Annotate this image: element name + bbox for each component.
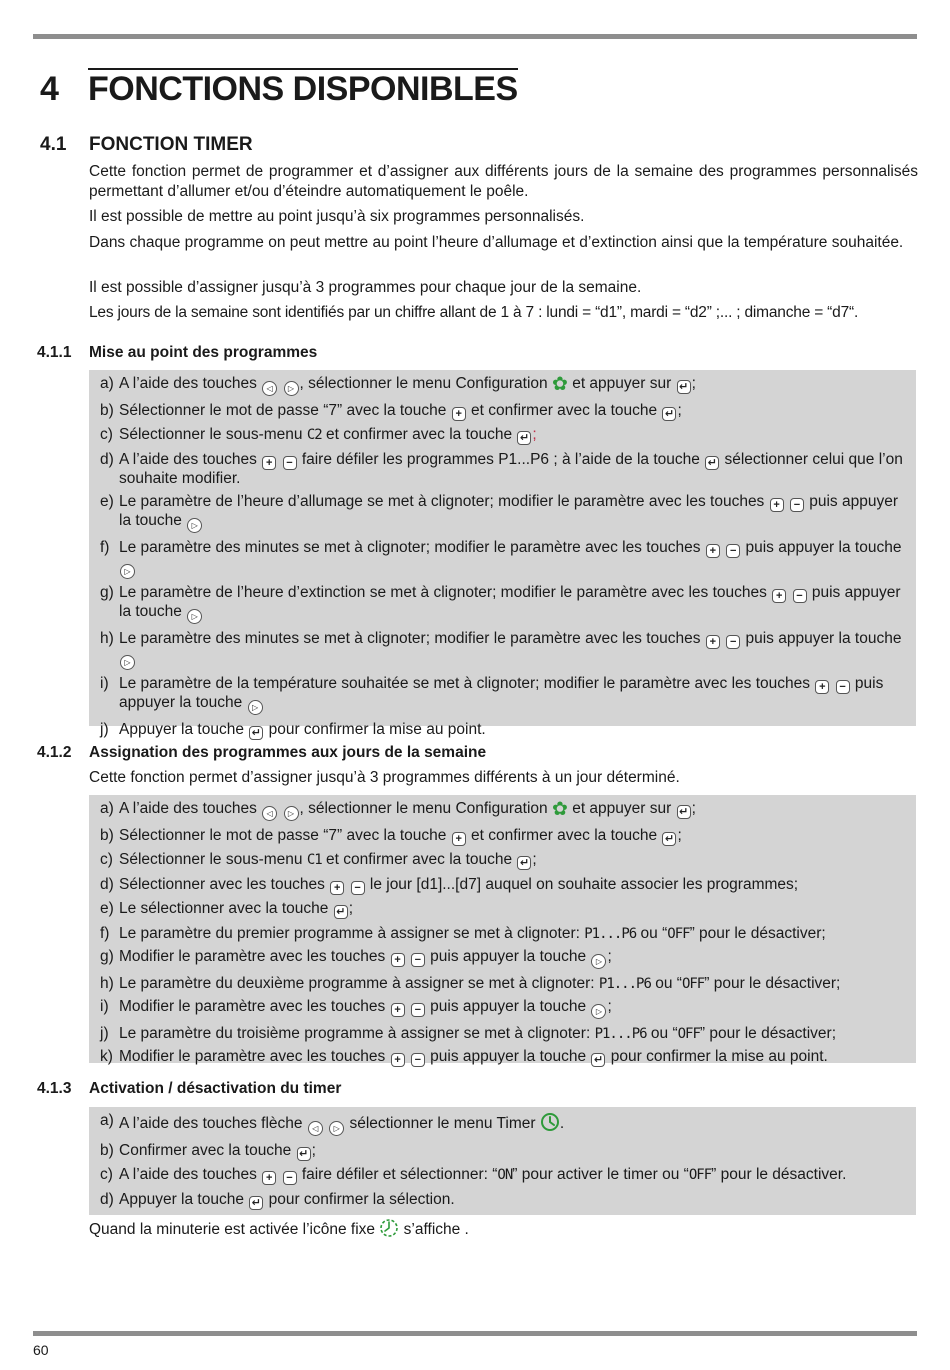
timer-footer-note: Quand la minuterie est activée l’icône fixe s’affiche . — [89, 1218, 918, 1240]
subsection-number: 4.1.1 — [37, 344, 72, 361]
step-j: j) Le paramètre du troisième programme à assigner se met à clignoter: P1...P6 ou “OFF” pour le désactiver; — [100, 1024, 837, 1042]
step-c: c) Sélectionner le sous-menu C1 et confirmer avec la touche ↵ ; — [100, 851, 537, 869]
step-i: i) Le paramètre de la température souhaitée se met à clignoter; modifier le paramètre avec les touches + − puis appuyer la touche ▷ — [100, 675, 908, 715]
section-number: 4.1 — [40, 134, 67, 155]
minus-key-icon: − — [726, 635, 740, 649]
page-number: 60 — [33, 1342, 49, 1358]
intro-paragraph-5: Les jours de la semaine sont identifiés par un chiffre allant de 1 à 7 : lundi = “d1”, mardi = “d2” ;... ; dimanche = “d7“. — [89, 304, 859, 321]
subsection-number: 4.1.2 — [37, 744, 72, 761]
right-arrow-icon: ▷ — [591, 1004, 606, 1019]
timer-fixed-icon — [379, 1218, 399, 1238]
step-a: a) A l’aide des touches ◁ ▷ , sélectionner le menu Configuration ✿ et appuyer sur ↵ ; — [100, 799, 696, 820]
gear-icon: ✿ — [551, 374, 568, 395]
step-k: k) Modifier le paramètre avec les touches + − puis appuyer la touche ↵ pour confirmer la mise au point. — [100, 1048, 828, 1066]
right-arrow-icon: ▷ — [284, 806, 299, 821]
enter-key-icon: ↵ — [297, 1147, 311, 1161]
plus-key-icon: + — [452, 407, 466, 421]
subsection-intro: Cette fonction permet d’assigner jusqu’à 3 programmes différents à un jour déterminé. — [89, 769, 680, 786]
right-arrow-icon: ▷ — [248, 700, 263, 715]
step-h: h) Le paramètre du deuxième programme à assigner se met à clignoter: P1...P6 ou “OFF” pour le désactiver; — [100, 974, 841, 992]
submenu-code: C2 — [306, 427, 322, 443]
intro-paragraph-1: Cette fonction permet de programmer et d’assigner aux différents jours de la semaine des programmes personnalisés permettant d’allumer et/ou d’éteindre automatiquement le poêle. — [89, 163, 918, 200]
plus-key-icon: + — [706, 544, 720, 558]
step-a: a) A l’aide des touches ◁ ▷ , sélectionner le menu Configuration ✿ et appuyer sur ↵ ; — [100, 374, 696, 395]
left-arrow-icon: ◁ — [262, 806, 277, 821]
enter-key-icon: ↵ — [334, 905, 348, 919]
enter-key-icon: ↵ — [705, 456, 719, 470]
plus-key-icon: + — [391, 953, 405, 967]
on-code: ON — [497, 1167, 513, 1183]
enter-key-icon: ↵ — [517, 431, 531, 445]
enter-key-icon: ↵ — [591, 1053, 605, 1067]
plus-key-icon: + — [815, 680, 829, 694]
enter-key-icon: ↵ — [662, 832, 676, 846]
right-arrow-icon: ▷ — [591, 954, 606, 969]
right-arrow-icon: ▷ — [284, 381, 299, 396]
submenu-code: C1 — [306, 852, 322, 868]
enter-key-icon: ↵ — [517, 856, 531, 870]
top-rule — [33, 34, 917, 39]
bottom-rule — [33, 1331, 917, 1336]
steps-box-assignment — [89, 795, 916, 1066]
right-arrow-icon: ▷ — [120, 655, 135, 670]
intro-paragraph-4: Il est possible d’assigner jusqu’à 3 programmes pour chaque jour de la semaine. — [89, 279, 642, 296]
minus-key-icon: − — [411, 1003, 425, 1017]
step-c: c) A l’aide des touches + − faire défiler et sélectionner: “ON” pour activer le timer ou “OFF” pour le désactiver. — [100, 1166, 847, 1184]
subsection-title: Assignation des programmes aux jours de la semaine — [89, 744, 487, 761]
subsection-number: 4.1.3 — [37, 1080, 72, 1097]
enter-key-icon: ↵ — [677, 805, 691, 819]
plus-key-icon: + — [706, 635, 720, 649]
subsection-title: Mise au point des programmes — [89, 344, 318, 361]
step-d: d) Appuyer la touche ↵ pour confirmer la sélection. — [100, 1190, 455, 1209]
minus-key-icon: − — [790, 498, 804, 512]
step-c: c) Sélectionner le sous-menu C2 et confirmer avec la touche ↵ ; — [100, 426, 537, 444]
step-b: b) Sélectionner le mot de passe “7” avec la touche + et confirmer avec la touche ↵ ; — [100, 401, 682, 420]
minus-key-icon: − — [836, 680, 850, 694]
minus-key-icon: − — [351, 881, 365, 895]
section-title: FONCTION TIMER — [89, 134, 253, 155]
plus-key-icon: + — [391, 1053, 405, 1067]
intro-paragraph-3: Dans chaque programme on peut mettre au point l’heure d’allumage et d’extinction ainsi que la température souhaitée. — [89, 234, 904, 251]
step-h: h) Le paramètre des minutes se met à clignoter; modifier le paramètre avec les touches + − puis appuyer la touche ▷ — [100, 630, 908, 670]
step-d: d) Sélectionner avec les touches + − le jour [d1]...[d7] auquel on souhaite associer les programmes; — [100, 875, 799, 894]
chapter-title: FONCTIONS DISPONIBLES — [88, 70, 518, 108]
minus-key-icon: − — [411, 953, 425, 967]
subsection-heading-412 — [37, 744, 486, 762]
subsection-title: Activation / désactivation du timer — [89, 1080, 342, 1097]
clock-icon — [540, 1112, 560, 1132]
section-heading — [40, 134, 253, 156]
step-b: b) Confirmer avec la touche ↵ ; — [100, 1141, 316, 1160]
right-arrow-icon: ▷ — [187, 518, 202, 533]
minus-key-icon: − — [283, 456, 297, 470]
subsection-heading-413 — [37, 1080, 341, 1098]
step-g: g) Le paramètre de l’heure d’extinction se met à clignoter; modifier le paramètre avec les touches + − puis appuyer la touche ▷ — [100, 584, 908, 624]
enter-key-icon: ↵ — [662, 407, 676, 421]
chapter-number: 4 — [40, 70, 59, 108]
steps-box-programming — [89, 370, 916, 739]
chapter-heading — [40, 70, 518, 109]
right-arrow-icon: ▷ — [187, 609, 202, 624]
left-arrow-icon: ◁ — [262, 381, 277, 396]
program-range-code: P1...P6 — [584, 925, 637, 942]
plus-key-icon: + — [330, 881, 344, 895]
program-range-code: P1...P6 — [594, 1025, 647, 1042]
plus-key-icon: + — [772, 589, 786, 603]
step-b: b) Sélectionner le mot de passe “7” avec la touche + et confirmer avec la touche ↵ ; — [100, 826, 682, 845]
steps-box-activation — [89, 1107, 916, 1215]
plus-key-icon: + — [262, 1171, 276, 1185]
right-arrow-icon: ▷ — [120, 564, 135, 579]
gear-icon: ✿ — [551, 799, 568, 820]
step-g: g) Modifier le paramètre avec les touches + − puis appuyer la touche ▷ ; — [100, 948, 908, 969]
minus-key-icon: − — [411, 1053, 425, 1067]
minus-key-icon: − — [726, 544, 740, 558]
off-code: OFF — [667, 925, 690, 942]
step-f: f) Le paramètre des minutes se met à clignoter; modifier le paramètre avec les touches + − puis appuyer la touche ▷ — [100, 539, 908, 579]
step-i: i) Modifier le paramètre avec les touches + − puis appuyer la touche ▷ ; — [100, 998, 908, 1019]
plus-key-icon: + — [391, 1003, 405, 1017]
step-d: d) A l’aide des touches + − faire défiler les programmes P1...P6 ; à l’aide de la touche ↵ sélectionner celui que l’on souhaite modifier. — [100, 450, 903, 487]
step-j: j) Appuyer la touche ↵ pour confirmer la mise au point. — [100, 720, 486, 739]
enter-key-icon: ↵ — [249, 1196, 263, 1210]
off-code: OFF — [688, 1167, 712, 1183]
intro-paragraph-2: Il est possible de mettre au point jusqu’à six programmes personnalisés. — [89, 208, 585, 225]
enter-key-icon: ↵ — [249, 726, 263, 740]
step-e: e) Le paramètre de l’heure d’allumage se met à clignoter; modifier le paramètre avec les touches + − puis appuyer la touche ▷ — [100, 493, 908, 533]
off-code: OFF — [677, 1025, 700, 1042]
plus-key-icon: + — [262, 456, 276, 470]
right-arrow-icon: ▷ — [329, 1121, 344, 1136]
plus-key-icon: + — [452, 832, 466, 846]
step-e: e) Le sélectionner avec la touche ↵ ; — [100, 900, 354, 918]
left-arrow-icon: ◁ — [308, 1121, 323, 1136]
program-range-code: P1...P6 — [598, 975, 651, 992]
subsection-heading-411 — [37, 344, 317, 362]
minus-key-icon: − — [283, 1171, 297, 1185]
off-code: OFF — [681, 975, 705, 992]
step-f: f) Le paramètre du premier programme à assigner se met à clignoter: P1...P6 ou “OFF” pour le désactiver; — [100, 924, 826, 942]
enter-key-icon: ↵ — [677, 380, 691, 394]
step-a: a) A l’aide des touches flèche ◁ ▷ sélectionner le menu Timer . — [100, 1112, 908, 1136]
plus-key-icon: + — [770, 498, 784, 512]
minus-key-icon: − — [793, 589, 807, 603]
